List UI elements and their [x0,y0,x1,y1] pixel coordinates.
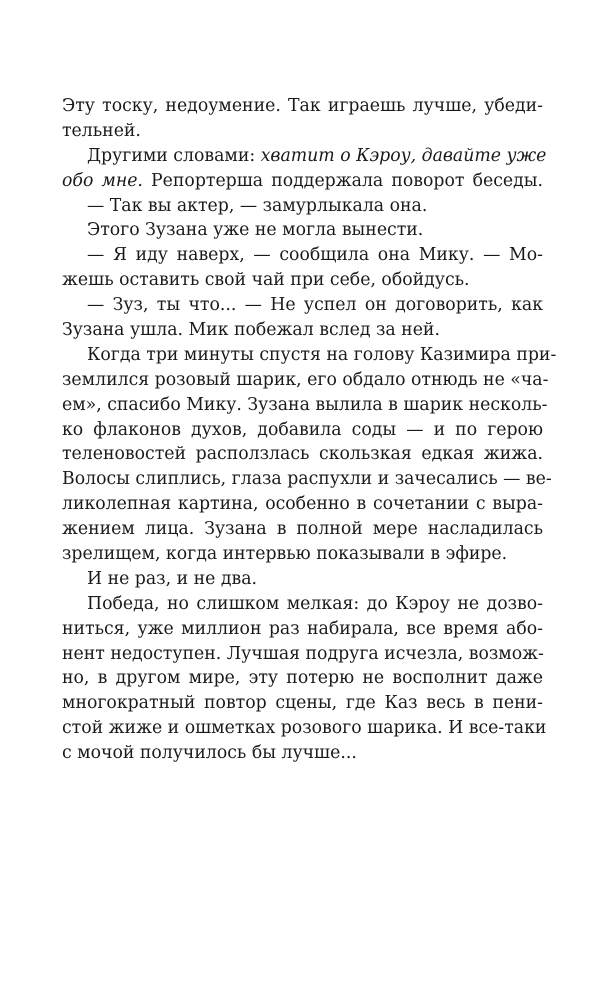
text-line [62,119,543,144]
text-line [62,243,543,268]
text-line [62,368,549,393]
line-text: землился розовый шарик, его обдало отнюдь не «ча- [62,369,549,390]
text-line [62,517,543,542]
text-line [62,542,543,567]
line-text: Репортерша поддержала поворот беседы. [142,170,543,191]
line-text: Этого Зузана уже не могла вынести. [87,220,424,241]
line-text: зрелищем, когда интервью показывали в эфире. [62,544,508,565]
line-text: стой жиже и ошметках розового шарика. И все-таки [62,718,547,739]
line-text: — Так вы актер, — замурлыкала она. [87,195,428,216]
line-text: теленовостей расползлась скользкая едкая жижа. [62,444,543,465]
text-line [62,318,543,343]
text-line [62,642,543,667]
italic-text: хватит о Кэроу, давайте уже [260,145,547,166]
line-text: ем», спасибо Мику. Зузана вылила в шарик несколь- [62,394,548,415]
line-text: И не раз, и не два. [87,568,257,589]
text-line [62,691,543,716]
text-line [62,666,543,691]
text-line [62,716,547,741]
text-line [62,567,543,592]
line-text: Волосы слиплись, глаза распухли и зачесались — ве- [62,469,552,490]
text-line [62,442,543,467]
line-text: многократный повтор сцены, где Каз весь в пени- [62,693,543,714]
line-text: — Зуз, ты что... — Не успел он договорить, как [87,295,543,316]
line-text: жешь оставить свой чай при себе, обойдусь. [62,270,470,291]
text-line [62,592,543,617]
line-text: но, в другом мире, эту потерю не восполнит даже [62,668,543,689]
text-line [62,741,543,766]
line-text: ликолепная картина, особенно в сочетании с выра- [62,494,543,515]
italic-text: обо мне. [62,170,143,191]
line-text: — Я иду наверх, — сообщила она Мику. — Мо- [87,245,543,266]
line-text: с мочой получилось бы лучше... [62,743,357,764]
line-text: ко флаконов духов, добавила соды — и по герою [62,419,543,440]
body-text [62,94,557,766]
text-line [62,144,547,169]
text-line [62,268,543,293]
text-line [62,94,543,119]
text-line [62,194,543,219]
text-line [62,418,543,443]
line-text: Другими словами: [87,145,261,166]
text-line [62,343,557,368]
text-line [62,218,543,243]
line-text: Эту тоску, недоумение. Так играешь лучше, убеди- [62,96,543,116]
text-line [62,169,543,194]
line-text: Победа, но слишком мелкая: до Кэроу не дозво- [87,593,543,614]
text-line [62,617,543,642]
line-text: жением лица. Зузана в полной мере насладилась [62,519,543,540]
line-text: ниться, уже миллион раз набирала, все время або- [62,618,543,639]
line-text: тельней. [62,120,141,141]
text-line [62,492,543,517]
line-text: Зузана ушла. Мик побежал вслед за ней. [62,320,440,341]
line-text: Когда три минуты спустя на голову Казимира при- [87,344,557,365]
text-line [62,393,548,418]
text-line [62,467,552,492]
line-text: нент недоступен. Лучшая подруга исчезла, возмож- [62,643,544,664]
text-line [62,293,543,318]
